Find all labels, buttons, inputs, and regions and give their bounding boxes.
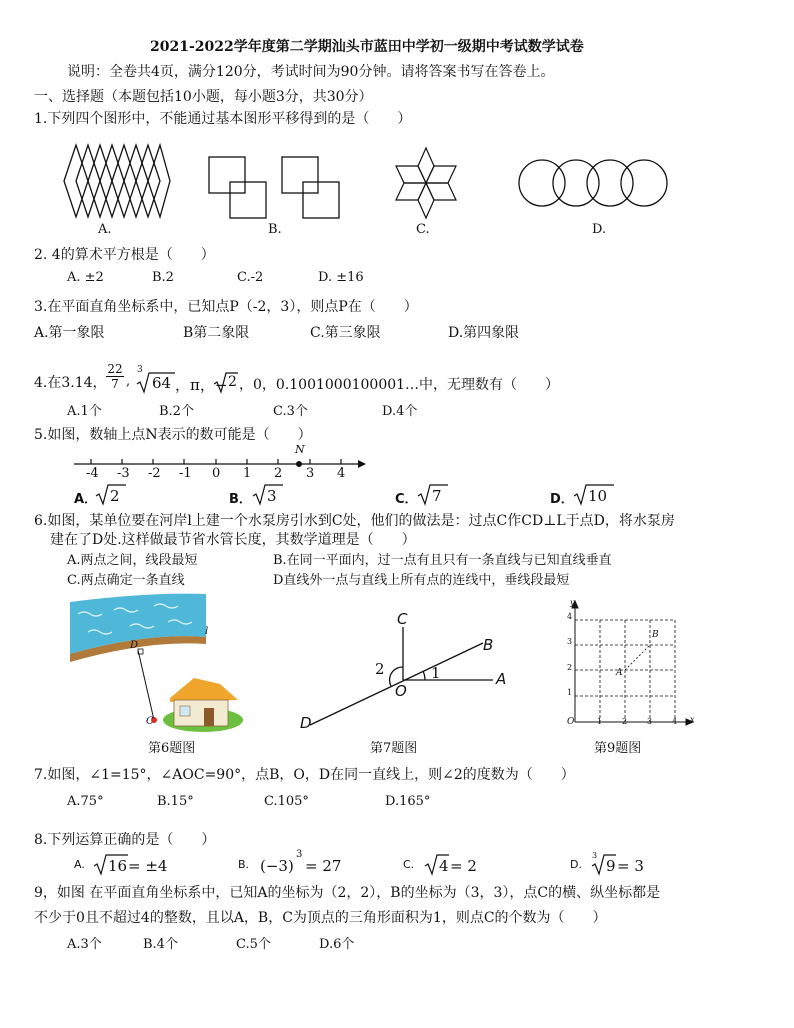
instructions: 说明：全卷共4页，满分120分，考试时间为90分钟。请将答案书写在答卷上。 (67, 64, 555, 80)
question-6-stem-line-2: 建在了D处.这样做最节省水管长度，其数学道理是（ ） (50, 532, 416, 548)
q4-sqrt-radicand: 2 (228, 374, 237, 390)
q5-tick-label: -4 (86, 466, 99, 481)
fig7-label-b: B (483, 636, 494, 654)
q4-fraction (106, 362, 124, 391)
fig7-angle-1: 1 (431, 664, 441, 682)
q1-figure-d-circles (518, 158, 668, 208)
q4-comma: , (126, 374, 131, 389)
q4-stem-suffix: ，0，0.1001000100001…中，无理数有（ ） (239, 377, 560, 393)
q5-tick-label: 2 (274, 466, 283, 481)
q3-option-b: B第二象限 (183, 325, 250, 341)
question-1-stem: 1.下列四个图形中，不能通过基本图形平移得到的是（ ） (34, 111, 412, 127)
q3-option-d: D.第四象限 (448, 325, 520, 341)
caption-figure-7: 第7题图 (370, 741, 418, 756)
fig9-origin: O (567, 717, 575, 727)
q8-option-b-exponent: 3 (296, 849, 303, 860)
q4-option-a: A.1个 (67, 404, 102, 419)
caption-figure-6: 第6题图 (148, 741, 196, 756)
q1-label-d: D. (592, 222, 607, 237)
q3-option-c: C.第三象限 (310, 325, 381, 341)
q8-option-a-radicand: 16 (108, 857, 128, 875)
q4-fraction-numerator: 22 (107, 362, 123, 376)
fig7-angle-2: 2 (375, 660, 385, 678)
q2-option-a: A. ±2 (67, 270, 104, 285)
q8-option-d-radicand: 9 (606, 857, 616, 875)
fig9-x-tick: 2 (622, 717, 628, 726)
fig9-y-axis-label: y (570, 598, 575, 607)
question-9-stem-line-2: 不少于0且不超过4的整数，且以A，B，C为顶点的三角形面积为1，则点C的个数为（ ） (34, 910, 607, 926)
q9-option-d: D.6个 (319, 937, 355, 952)
q8-option-c-letter: C. (403, 858, 415, 871)
q5-option-c-letter: C． (395, 492, 418, 507)
q4-cbrt-radicand: 64 (152, 374, 172, 392)
fig9-x-tick: 4 (672, 717, 678, 726)
q5-option-a-radicand: 2 (110, 487, 120, 505)
q5-tick-label: 3 (306, 466, 315, 481)
question-2-stem: 2. 4的算术平方根是（ ） (34, 247, 215, 263)
q2-option-c: C.-2 (237, 270, 264, 285)
question-8-stem: 8.下列运算正确的是（ ） (34, 832, 216, 848)
fig6-label-l: l (205, 626, 209, 637)
fig9-y-tick: 1 (567, 688, 573, 697)
q5-option-d-letter: D． (550, 492, 574, 507)
q4-option-c: C.3个 (273, 404, 308, 419)
q5-tick-label: -3 (117, 466, 130, 481)
q9-option-b: B.4个 (143, 937, 178, 952)
q5-point-n (296, 461, 302, 467)
fig9-x-tick: 1 (597, 717, 603, 726)
fig6-label-d: D (130, 640, 139, 651)
q7-option-d: D.165° (385, 794, 431, 809)
fig6-label-c: C (146, 716, 154, 727)
q6-option-d: D直线外一点与直线上所有点的连线中，垂线段最短 (273, 573, 570, 588)
fig7-label-a: A (496, 670, 507, 688)
q8-option-d-index: 3 (592, 851, 598, 860)
fig9-point-b: B (652, 630, 659, 640)
q8-option-b-rhs: = 27 (305, 857, 342, 875)
q6-option-a: A.两点之间，线段最短 (67, 553, 198, 568)
q4-fraction-denominator: 7 (111, 377, 119, 391)
q4-option-d: D.4个 (382, 404, 418, 419)
q5-option-a-letter: A． (74, 492, 98, 507)
q5-tick-label: 1 (243, 466, 252, 481)
fig9-point-a: A (616, 668, 623, 678)
q3-option-a: A.第一象限 (34, 325, 105, 341)
q4-mid: ，π，− (175, 376, 228, 394)
q1-label-a: A. (98, 222, 112, 237)
q8-option-d-rhs: = 3 (617, 857, 644, 875)
q7-option-c: C.105° (264, 794, 309, 809)
q8-option-c-rhs: = 2 (450, 857, 477, 875)
q8-option-a-letter: A. (74, 858, 85, 871)
question-6-stem-line-1: 6.如图，某单位要在河岸l上建一个水泵房引水到C处，他们的做法是：过点C作CD⊥L于点D，将水泵房 (34, 513, 675, 529)
q5-option-d-radicand: 10 (588, 487, 608, 505)
q2-option-b: B.2 (152, 270, 174, 285)
fig9-y-tick: 4 (567, 612, 573, 621)
q7-option-a: A.75° (67, 794, 104, 809)
q5-tick-label: 0 (212, 466, 221, 481)
fig7-label-o: O (395, 682, 407, 700)
q8-option-a-rhs: = ±4 (128, 857, 168, 875)
q2-option-d: D. ±16 (318, 270, 364, 285)
q5-tick-label: -1 (179, 466, 192, 481)
fig7-label-c: C (397, 610, 408, 628)
q8-option-b-base: (−3) (260, 857, 294, 875)
q4-option-b: B.2个 (159, 404, 194, 419)
q5-option-b-letter: B． (229, 492, 252, 507)
fig9-y-tick: 2 (567, 663, 573, 672)
question-7-stem: 7.如图，∠1=15°，∠AOC=90°，点B，O，D在同一直线上，则∠2的度数为（ ） (34, 767, 575, 783)
q5-tick-label: 4 (337, 466, 346, 481)
question-5-stem: 5.如图，数轴上点N表示的数可能是（ ） (34, 427, 312, 443)
question-3-stem: 3.在平面直角坐标系中，已知点P（-2，3），则点P在（ ） (34, 299, 418, 315)
q9-option-c: C.5个 (236, 937, 271, 952)
figure-7-angles (300, 605, 515, 735)
figure-6-river-house (68, 592, 244, 734)
q7-option-b: B.15° (157, 794, 194, 809)
q5-option-b-radicand: 3 (267, 487, 277, 505)
q1-figure-b-squares (208, 156, 343, 220)
q1-label-c: C. (416, 222, 430, 237)
fig9-x-tick: 3 (647, 717, 653, 726)
q8-option-c-radicand: 4 (439, 857, 449, 875)
q6-option-c: C.两点确定一条直线 (67, 573, 185, 588)
q9-option-a: A.3个 (67, 937, 102, 952)
q5-tick-label: -2 (148, 466, 161, 481)
q6-option-b: B.在同一平面内，过一点有且只有一条直线与已知直线垂直 (273, 553, 612, 568)
q5-point-label: N (295, 443, 305, 456)
section-heading: 一、选择题（本题包括10小题，每小题3分，共30分） (34, 89, 373, 105)
question-9-stem-line-1: 9，如图 在平面直角坐标系中，已知A的坐标为（2，2），B的坐标为（3，3），点C的横、纵坐标都是 (34, 885, 661, 901)
figure-9-grid (563, 600, 698, 730)
caption-figure-9: 第9题图 (594, 741, 642, 756)
q5-option-c-radicand: 7 (432, 487, 442, 505)
q1-label-b: B. (268, 222, 282, 237)
fig7-label-d: D (300, 714, 312, 732)
fig9-y-tick: 3 (567, 637, 573, 646)
exam-title: 2021-2022学年度第二学期汕头市蓝田中学初一级期中考试数学试卷 (150, 39, 584, 55)
fig9-x-axis-label: x (690, 715, 695, 724)
q8-option-d-letter: D. (570, 858, 582, 871)
q1-figure-c-star (396, 148, 456, 218)
q8-option-b-letter: B. (238, 858, 250, 871)
question-4-stem: 4.在3.14， (34, 375, 107, 391)
q4-cbrt-index: 3 (137, 365, 143, 375)
q1-figure-a-diamonds (64, 145, 170, 217)
